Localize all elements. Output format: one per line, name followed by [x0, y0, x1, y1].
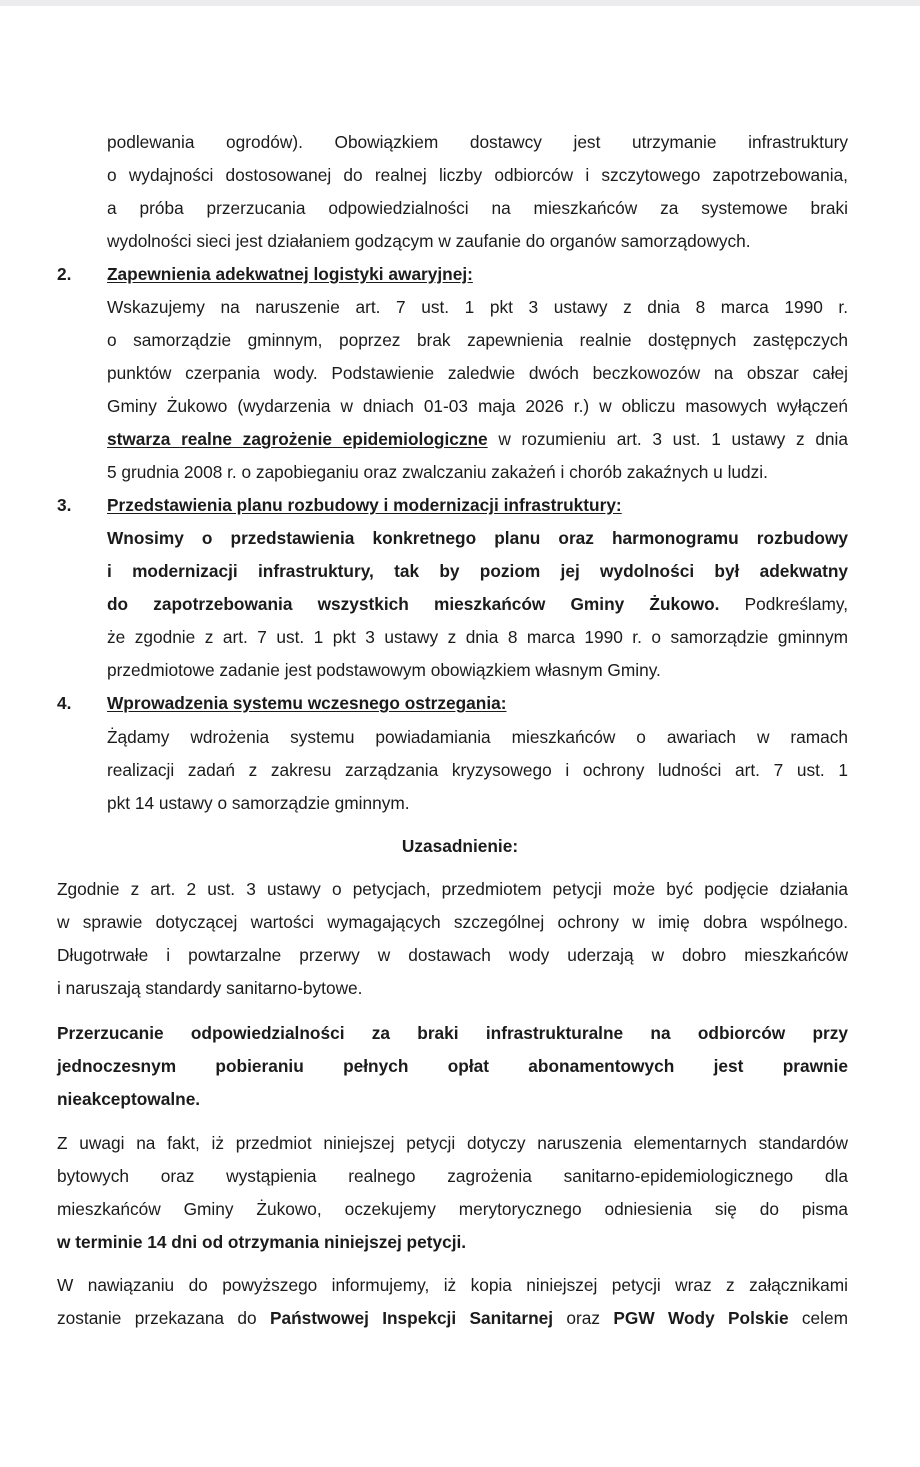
item-4-line-1: Żądamy wdrożenia systemu powiadamiania mieszkańców o awariach w ramach [107, 727, 848, 747]
intro-line-1: podlewania ogrodów). Obowiązkiem dostawcy jest utrzymanie infrastruktury [107, 132, 848, 152]
intro-line-3: a próba przerzucania odpowiedzialności na mieszkańców za systemowe braki [107, 198, 848, 218]
justification-p4-line-1: W nawiązaniu do powyższego informujemy, iż kopia niniejszej petycji wraz z załącznikami [57, 1275, 848, 1295]
item-2-line-4: Gminy Żukowo (wydarzenia w dniach 01-03 maja 2026 r.) w obliczu masowych wyłączeń [107, 396, 848, 416]
item-2-line-5-rest: w rozumieniu art. 3 ust. 1 ustawy z dnia [487, 429, 848, 449]
justification-p3-line-3: mieszkańców Gminy Żukowo, oczekujemy merytorycznego odniesienia się do pisma [57, 1199, 848, 1219]
item-4-heading: Wprowadzenia systemu wczesnego ostrzegania: [107, 693, 507, 713]
justification-p1-line-3: Długotrwałe i powtarzalne przerwy w dostawach wody uderzają w dobro mieszkańców [57, 945, 848, 965]
justification-p2-line-1: Przerzucanie odpowiedzialności za braki infrastrukturalne na odbiorców przy [57, 1023, 848, 1043]
item-3-heading: Przedstawienia planu rozbudowy i modernizacji infrastruktury: [107, 495, 622, 515]
justification-p2-line-3: nieakceptowalne. [57, 1089, 201, 1109]
item-2-number: 2. [57, 264, 72, 284]
item-3-line-2: i modernizacji infrastruktury, tak by poziom jej wydolności był adekwatny [107, 561, 848, 581]
justification-p2-line-2: jednoczesnym pobieraniu pełnych opłat abonamentowych jest prawnie [57, 1056, 848, 1076]
item-2-line-5 [107, 428, 848, 450]
justification-p1-line-4: i naruszają standardy sanitarno-bytowe. [57, 978, 363, 998]
item-3-line-5: przedmiotowe zadanie jest podstawowym obowiązkiem własnym Gminy. [107, 660, 661, 680]
justification-p1-line-1: Zgodnie z art. 2 ust. 3 ustawy o petycjach, przedmiotem petycji może być podjęcie działania [57, 879, 848, 899]
justification-p3-line-1: Z uwagi na fakt, iż przedmiot niniejszej petycji dotyczy naruszenia elementarnych standardów [57, 1133, 848, 1153]
justification-p1-line-2: w sprawie dotyczącej wartości wymagających szczególnej ochrony w imię dobra wspólnego. [57, 912, 848, 932]
item-3-line-3 [107, 593, 848, 615]
item-2-line-6: 5 grudnia 2008 r. o zapobieganiu oraz zwalczaniu zakażeń i chorób zakaźnych u ludzi. [107, 462, 768, 482]
item-2-line-1: Wskazujemy na naruszenie art. 7 ust. 1 pkt 3 ustawy z dnia 8 marca 1990 r. [107, 297, 848, 317]
p4-text-c: oraz [553, 1308, 614, 1328]
intro-line-2: o wydajności dostosowanej do realnej liczby odbiorców i szczytowego zapotrzebowania, [107, 165, 848, 185]
justification-title: Uzasadnienie: [401, 836, 519, 856]
item-3-line-1: Wnosimy o przedstawienia konkretnego planu oraz harmonogramu rozbudowy [107, 528, 848, 548]
item-3-line-4: że zgodnie z art. 7 ust. 1 pkt 3 ustawy z dnia 8 marca 1990 r. o samorządzie gminnym [107, 627, 848, 647]
item-3-emphasis: do zapotrzebowania wszystkich mieszkańców Gminy Żukowo. [107, 594, 720, 614]
item-2-line-3: punktów czerpania wody. Podstawienie zaledwie dwóch beczkowozów na obszar całej [107, 363, 848, 383]
justification-p3-line-2: bytowych oraz wystąpienia realnego zagrożenia sanitarno-epidemiologicznego dla [57, 1166, 848, 1186]
item-2-heading: Zapewnienia adekwatnej logistyki awaryjnej: [107, 264, 473, 284]
item-3-line-3-rest: Podkreślamy, [719, 594, 849, 614]
justification-p3-line-4: w terminie 14 dni od otrzymania niniejszej petycji. [57, 1232, 467, 1252]
p4-text-e: celem [788, 1308, 848, 1328]
item-4-line-3: pkt 14 ustawy o samorządzie gminnym. [107, 793, 410, 813]
item-3-number: 3. [57, 495, 72, 515]
item-4-line-2: realizacji zadań z zakresu zarządzania kryzysowego i ochrony ludności art. 7 ust. 1 [107, 760, 848, 780]
item-4-number: 4. [57, 693, 72, 713]
p4-wody-polskie: PGW Wody Polskie [613, 1308, 789, 1328]
item-2-emphasis: stwarza realne zagrożenie epidemiologiczne [107, 429, 488, 449]
item-2-line-2: o samorządzie gminnym, poprzez brak zapewnienia realnie dostępnych zastępczych [107, 330, 848, 350]
justification-p4-line-2 [57, 1307, 848, 1329]
p4-sanitary-inspection: Państwowej Inspekcji Sanitarnej [269, 1308, 554, 1328]
p4-text-a: zostanie przekazana do [57, 1308, 270, 1328]
intro-line-4: wydolności sieci jest działaniem godzącym w zaufanie do organów samorządowych. [107, 231, 751, 251]
